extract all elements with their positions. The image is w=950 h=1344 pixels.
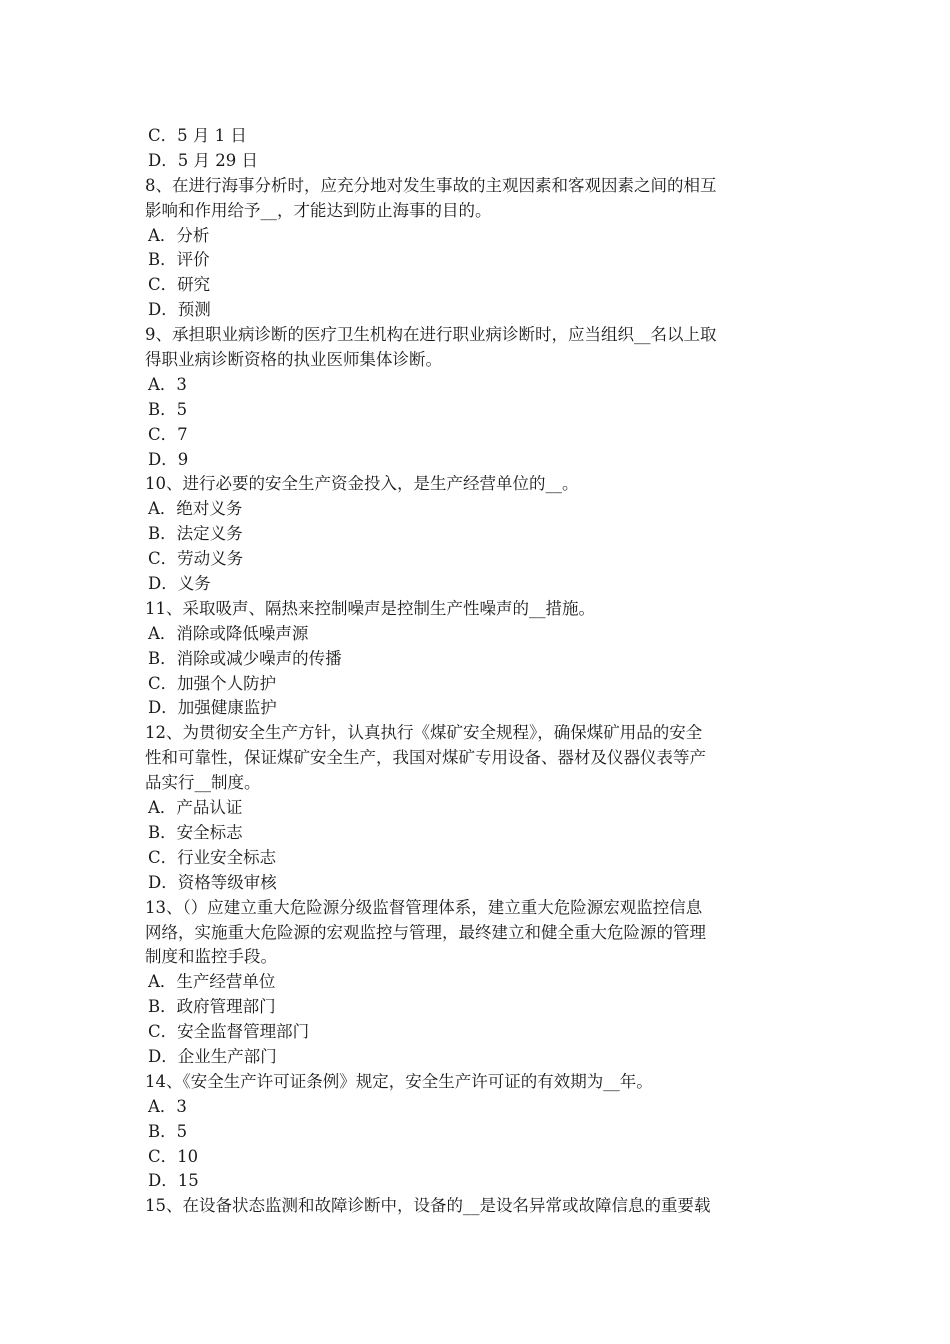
question-line: 得职业病诊断资格的执业医师集体诊断。 xyxy=(145,350,442,370)
question-text xyxy=(145,174,810,224)
answer-option: B．5 xyxy=(148,399,188,419)
question-line: 15、在设备状态监测和故障诊断中，设备的__是设名异常或故障信息的重要载 xyxy=(145,1196,711,1216)
answer-option: A．产品认证 xyxy=(148,798,243,818)
question-line: 制度和监控手段。 xyxy=(145,947,277,967)
answer-option: B．法定义务 xyxy=(148,524,243,544)
question-text xyxy=(145,472,810,497)
answer-option: C．劳动义务 xyxy=(148,549,244,569)
question-text xyxy=(145,1070,810,1095)
question-line: 9、承担职业病诊断的医疗卫生机构在进行职业病诊断时，应当组织__名以上取 xyxy=(145,325,717,345)
answer-option: D．预测 xyxy=(148,300,211,320)
answer-option: D．5 月 29 日 xyxy=(148,150,258,170)
answer-option: A．3 xyxy=(148,1096,187,1116)
answer-option: B．评价 xyxy=(148,250,210,270)
answer-option: D．9 xyxy=(148,449,189,469)
answer-option: A．生产经营单位 xyxy=(148,972,276,992)
answer-option: B．5 xyxy=(148,1121,188,1141)
answer-option: C．7 xyxy=(148,424,188,444)
question-text xyxy=(145,323,810,373)
answer-option: C．加强个人防护 xyxy=(148,673,277,693)
answer-option: D．15 xyxy=(148,1171,199,1191)
question-text xyxy=(145,896,810,971)
question-text xyxy=(145,1194,810,1219)
answer-option: D．加强健康监护 xyxy=(148,698,277,718)
document-page xyxy=(145,124,810,1219)
answer-option: D．义务 xyxy=(148,574,211,594)
answer-option: A．绝对义务 xyxy=(148,499,243,519)
answer-option: C．研究 xyxy=(148,275,211,295)
question-text xyxy=(145,597,810,622)
answer-option: C．行业安全标志 xyxy=(148,847,277,867)
question-text xyxy=(145,721,810,796)
question-line: 14、《安全生产许可证条例》规定，安全生产许可证的有效期为__年。 xyxy=(145,1071,653,1091)
answer-option: C．安全监督管理部门 xyxy=(148,1022,310,1042)
question-line: 8、在进行海事分析时，应充分地对发生事故的主观因素和客观因素之间的相互 xyxy=(145,175,717,195)
answer-option: C．10 xyxy=(148,1146,199,1166)
question-line: 品实行__制度。 xyxy=(145,773,261,793)
answer-option: A．消除或降低噪声源 xyxy=(148,623,309,643)
answer-option: D．资格等级审核 xyxy=(148,872,277,892)
answer-option: B．消除或减少噪声的传播 xyxy=(148,648,342,668)
question-line: 影响和作用给予__，才能达到防止海事的目的。 xyxy=(145,200,492,220)
answer-option: A．3 xyxy=(148,374,187,394)
answer-option: D．企业生产部门 xyxy=(148,1046,277,1066)
question-line: 性和可靠性，保证煤矿安全生产，我国对煤矿专用设备、器材及仪器仪表等产 xyxy=(145,748,706,768)
answer-option: B．政府管理部门 xyxy=(148,997,276,1017)
question-line: 13、（）应建立重大危险源分级监督管理体系，建立重大危险源宏观监控信息 xyxy=(145,897,703,917)
answer-option: B．安全标志 xyxy=(148,822,243,842)
question-line: 12、为贯彻安全生产方针，认真执行《煤矿安全规程》，确保煤矿用品的安全 xyxy=(145,723,703,743)
question-line: 10、进行必要的安全生产资金投入，是生产经营单位的__。 xyxy=(145,474,579,494)
question-line: 网络，实施重大危险源的宏观监控与管理，最终建立和健全重大危险源的管理 xyxy=(145,922,706,942)
answer-option: A．分析 xyxy=(148,225,210,245)
answer-option: C．5 月 1 日 xyxy=(148,126,247,145)
question-line: 11、采取吸声、隔热来控制噪声是控制生产性噪声的__措施。 xyxy=(145,598,595,618)
